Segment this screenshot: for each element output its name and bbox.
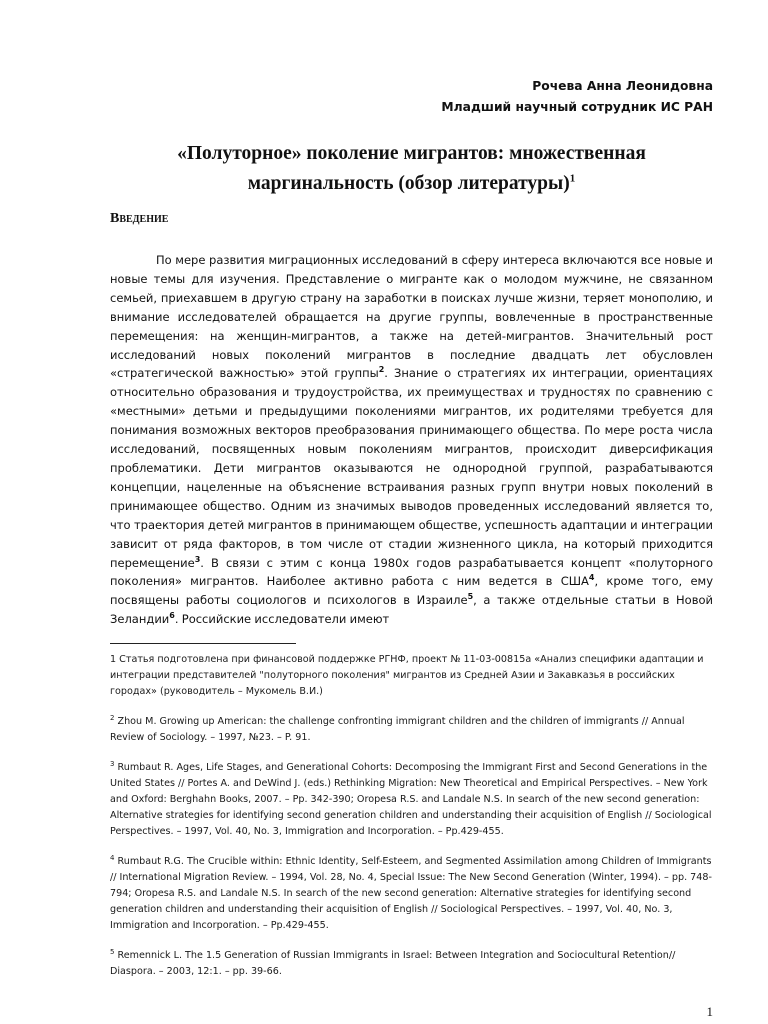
footnote-5 [110,948,713,980]
footnote-text: Rumbaut R. Ages, Life Stages, and Generational Cohorts: Decomposing the Immigrant First and Second Generations in the United States // Portes A. and DeWind J. (eds.) Rethinking Migration: New Theoretical and Empirical Perspectives. – New York and Oxford: Berghahn Books, 2007. – Pp. 342-390; Oropesa R.S. and Landale N.S. In search of the new second generation: Alternative strategies for identifying second generation children and understanding their acquisition of English // Sociological Perspectives. – 1997, Vol. 40, No. 3, Immigration and Incorporation. – Pp.429-455. [110,762,712,838]
footnote-ref-4[interactable]: 4 [588,573,595,583]
paragraph-text-part1: По мере развития миграционных исследований в сферу интереса включаются все новые и новые темы для изучения. Представление о мигранте как о молодом мужчине, не связанном семьей, приехавшем в другую страну на заработки в поисках лучше жизни, теряет монополию, и внимание исследователей обращается на другие группы, вовлеченные в пространственные перемещения: на женщин-мигрантов, а также на детей-мигрантов. Значительный рост исследований новых поколений мигрантов в последние двадцать лет обусловлен «стратегической важностью» этой группы [110,253,713,381]
paragraph-text-part5: , а также отдельные статьи в Новой Зеландии [110,593,713,627]
footnote-2 [110,714,713,746]
footnote-ref-5[interactable]: 5 [467,592,474,602]
body-paragraph [110,251,713,629]
footnote-ref-2[interactable]: 2 [378,365,385,375]
footnote-text: 1 Статья подготовлена при финансовой поддержке РГНФ, проект № 11-03-00815а «Анализ специфики адаптации и интеграции представителей "полуторного поколения" мигрантов из Средней Азии и Закавказья в российских городах» (руководитель – Мукомель В.И.) [110,654,704,698]
article-title [110,139,713,199]
paragraph-text-part2: . Знание о стратегиях их интеграции, ориентациях относительно образования и трудоустройства, их преимуществах и трудностях по сравнению с «местными» детьми и предыдущими поколениями мигрантов, их родителями требуется для понимания возможных векторов преобразования принимающего общества. По мере роста числа исследований, посвященных новым поколениям мигрантов, происходит диверсификация проблематики. Дети мигрантов оказываются не однородной группой, разрабатываются концепции, нацеленные на объяснение встраивания разных групп внутри новых поколений в принимающее общество. Одним из значимых выводов проведенных исследований является то, что траектория детей мигрантов в принимающем обществе, успешность адаптации и интеграции зависит от ряда факторов, в том числе от стадии жизненного цикла, на который приходится перемещение [110,366,713,570]
footnote-mark: 4 [110,853,115,862]
author-position: Младший научный сотрудник ИС РАН [441,100,713,114]
section-heading: Введение [110,211,169,226]
title-footnote-ref[interactable]: 1 [569,172,576,185]
footnote-mark: 5 [110,947,115,956]
paragraph-text-part3: . В связи с этим с конца 1980х годов разрабатывается концепт «полуторного поколения» мигрантов. Наиболее активно работа с ним ведется в США [110,555,713,589]
paragraph-text-part4: , кроме того, ему посвящены работы социологов и психологов в Израиле [110,574,713,608]
footnote-4 [110,854,713,934]
footnote-ref-3[interactable]: 3 [194,554,201,564]
footnote-text: Rumbaut R.G. The Crucible within: Ethnic Identity, Self-Esteem, and Segmented Assimilation among Children of Immigrants // International Migration Review. – 1994, Vol. 28, No. 4, Special Issue: The New Second Generation (Winter, 1994). – pp. 748-794; Oropesa R.S. and Landale N.S. In search of the new second generation: Alternative strategies for identifying second generation children and understanding their acquisition of English // Sociological Perspectives. – 1997, Vol. 40, No. 3, Immigration and Incorporation. – Pp.429-455. [110,856,712,932]
footnote-text: Remennick L. The 1.5 Generation of Russian Immigrants in Israel: Between Integration and Sociocultural Retention// Diaspora. – 2003, 12:1. – pp. 39-66. [110,950,676,978]
footnotes-section [110,652,713,980]
page-number: 1 [706,1004,713,1019]
footnote-ref-6[interactable]: 6 [169,611,175,621]
author-block [110,76,713,118]
footnote-text: Zhou M. Growing up American: the challenge confronting immigrant children and the children of immigrants // Annual Review of Sociology. – 1997, №23. – P. 91. [110,716,685,744]
footnote-3 [110,760,713,840]
paragraph-text-part6: . Российские исследователи имеют [174,612,390,627]
footnote-mark: 3 [110,759,115,768]
article-title-text: «Полуторное» поколение мигрантов: множественная маргинальность (обзор литературы) [177,143,646,194]
footnote-mark: 2 [110,713,115,722]
footnote-separator [110,643,296,644]
author-name: Рочева Анна Леонидовна [532,79,713,93]
footnote-1 [110,652,713,700]
